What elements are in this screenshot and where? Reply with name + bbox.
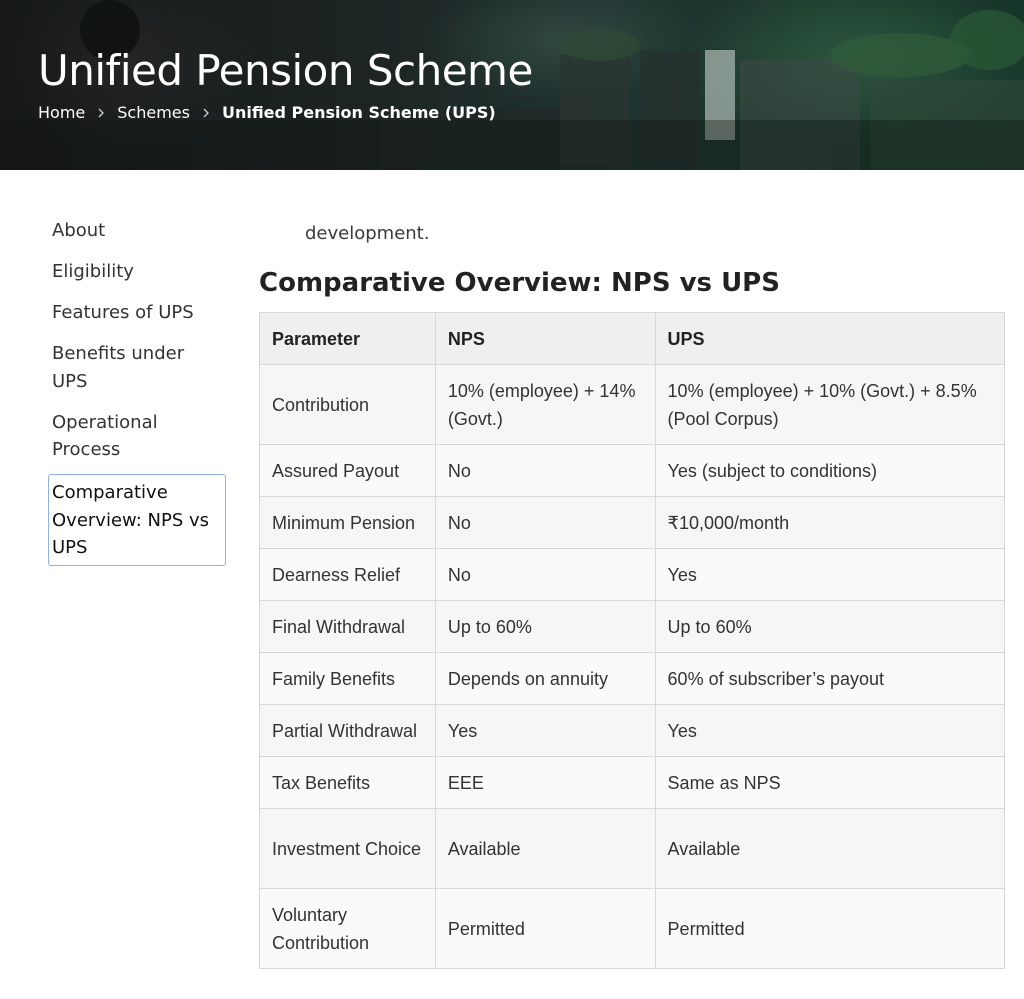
page-title: Unified Pension Scheme	[38, 46, 533, 95]
table-cell: ₹10,000/month	[655, 497, 1004, 549]
table-cell: Yes	[655, 705, 1004, 757]
table-cell: Partial Withdrawal	[260, 705, 436, 757]
sidebar-nav	[48, 216, 226, 577]
breadcrumb-home-link[interactable]: Home	[38, 103, 86, 122]
clipped-text-line	[305, 212, 985, 218]
table-row	[260, 497, 1005, 549]
table-header-row	[260, 313, 1005, 365]
section-heading: Comparative Overview: NPS vs UPS	[259, 268, 780, 298]
table-row	[260, 365, 1005, 445]
table-cell: Investment Choice	[260, 809, 436, 889]
table-cell: 10% (employee) + 10% (Govt.) + 8.5% (Pool Corpus)	[655, 365, 1004, 445]
breadcrumb-schemes-link[interactable]: Schemes	[117, 103, 190, 122]
sidebar-item-features[interactable]: Features of UPS	[52, 302, 194, 323]
table-row	[260, 601, 1005, 653]
table-cell: Yes (subject to conditions)	[655, 445, 1004, 497]
breadcrumb-current: Unified Pension Scheme (UPS)	[221, 103, 496, 122]
table-row	[260, 705, 1005, 757]
table-cell: Dearness Relief	[260, 549, 436, 601]
table-cell: No	[435, 445, 655, 497]
table-row	[260, 549, 1005, 601]
table-cell: 10% (employee) + 14% (Govt.)	[435, 365, 655, 445]
table-cell: 60% of subscriber’s payout	[655, 653, 1004, 705]
sidebar-item-about[interactable]: About	[52, 220, 106, 241]
sidebar-item-benefits[interactable]: Benefits under UPS	[52, 343, 185, 392]
table-cell: Available	[435, 809, 655, 889]
table-row	[260, 757, 1005, 809]
column-header: UPS	[655, 313, 1004, 365]
table-cell: Available	[655, 809, 1004, 889]
comparison-table	[259, 312, 1005, 969]
column-header: Parameter	[260, 313, 436, 365]
sidebar-item-comparative-overview[interactable]: Comparative Overview: NPS vs UPS	[48, 474, 226, 566]
sidebar-item-eligibility[interactable]: Eligibility	[52, 261, 134, 282]
table-row	[260, 809, 1005, 889]
intro-paragraph-tail: development.	[305, 223, 430, 244]
hero-banner	[0, 0, 1024, 170]
breadcrumb	[38, 103, 496, 122]
table-cell: Permitted	[435, 889, 655, 969]
table-row	[260, 445, 1005, 497]
table-cell: Minimum Pension	[260, 497, 436, 549]
table-cell: Up to 60%	[655, 601, 1004, 653]
table-cell: Yes	[435, 705, 655, 757]
table-cell: Up to 60%	[435, 601, 655, 653]
table-cell: Contribution	[260, 365, 436, 445]
table-cell: Yes	[655, 549, 1004, 601]
table-cell: Voluntary Contribution	[260, 889, 436, 969]
table-cell: Final Withdrawal	[260, 601, 436, 653]
table-cell: No	[435, 497, 655, 549]
table-cell: No	[435, 549, 655, 601]
table-cell: EEE	[435, 757, 655, 809]
table-cell: Family Benefits	[260, 653, 436, 705]
table-cell: Same as NPS	[655, 757, 1004, 809]
table-row	[260, 889, 1005, 969]
sidebar-item-operational-process[interactable]: Operational Process	[52, 411, 158, 460]
table-row	[260, 653, 1005, 705]
chevron-right-icon	[202, 107, 210, 119]
table-cell: Depends on annuity	[435, 653, 655, 705]
table-cell: Tax Benefits	[260, 757, 436, 809]
table-cell: Permitted	[655, 889, 1004, 969]
column-header: NPS	[435, 313, 655, 365]
table-cell: Assured Payout	[260, 445, 436, 497]
chevron-right-icon	[97, 107, 105, 119]
